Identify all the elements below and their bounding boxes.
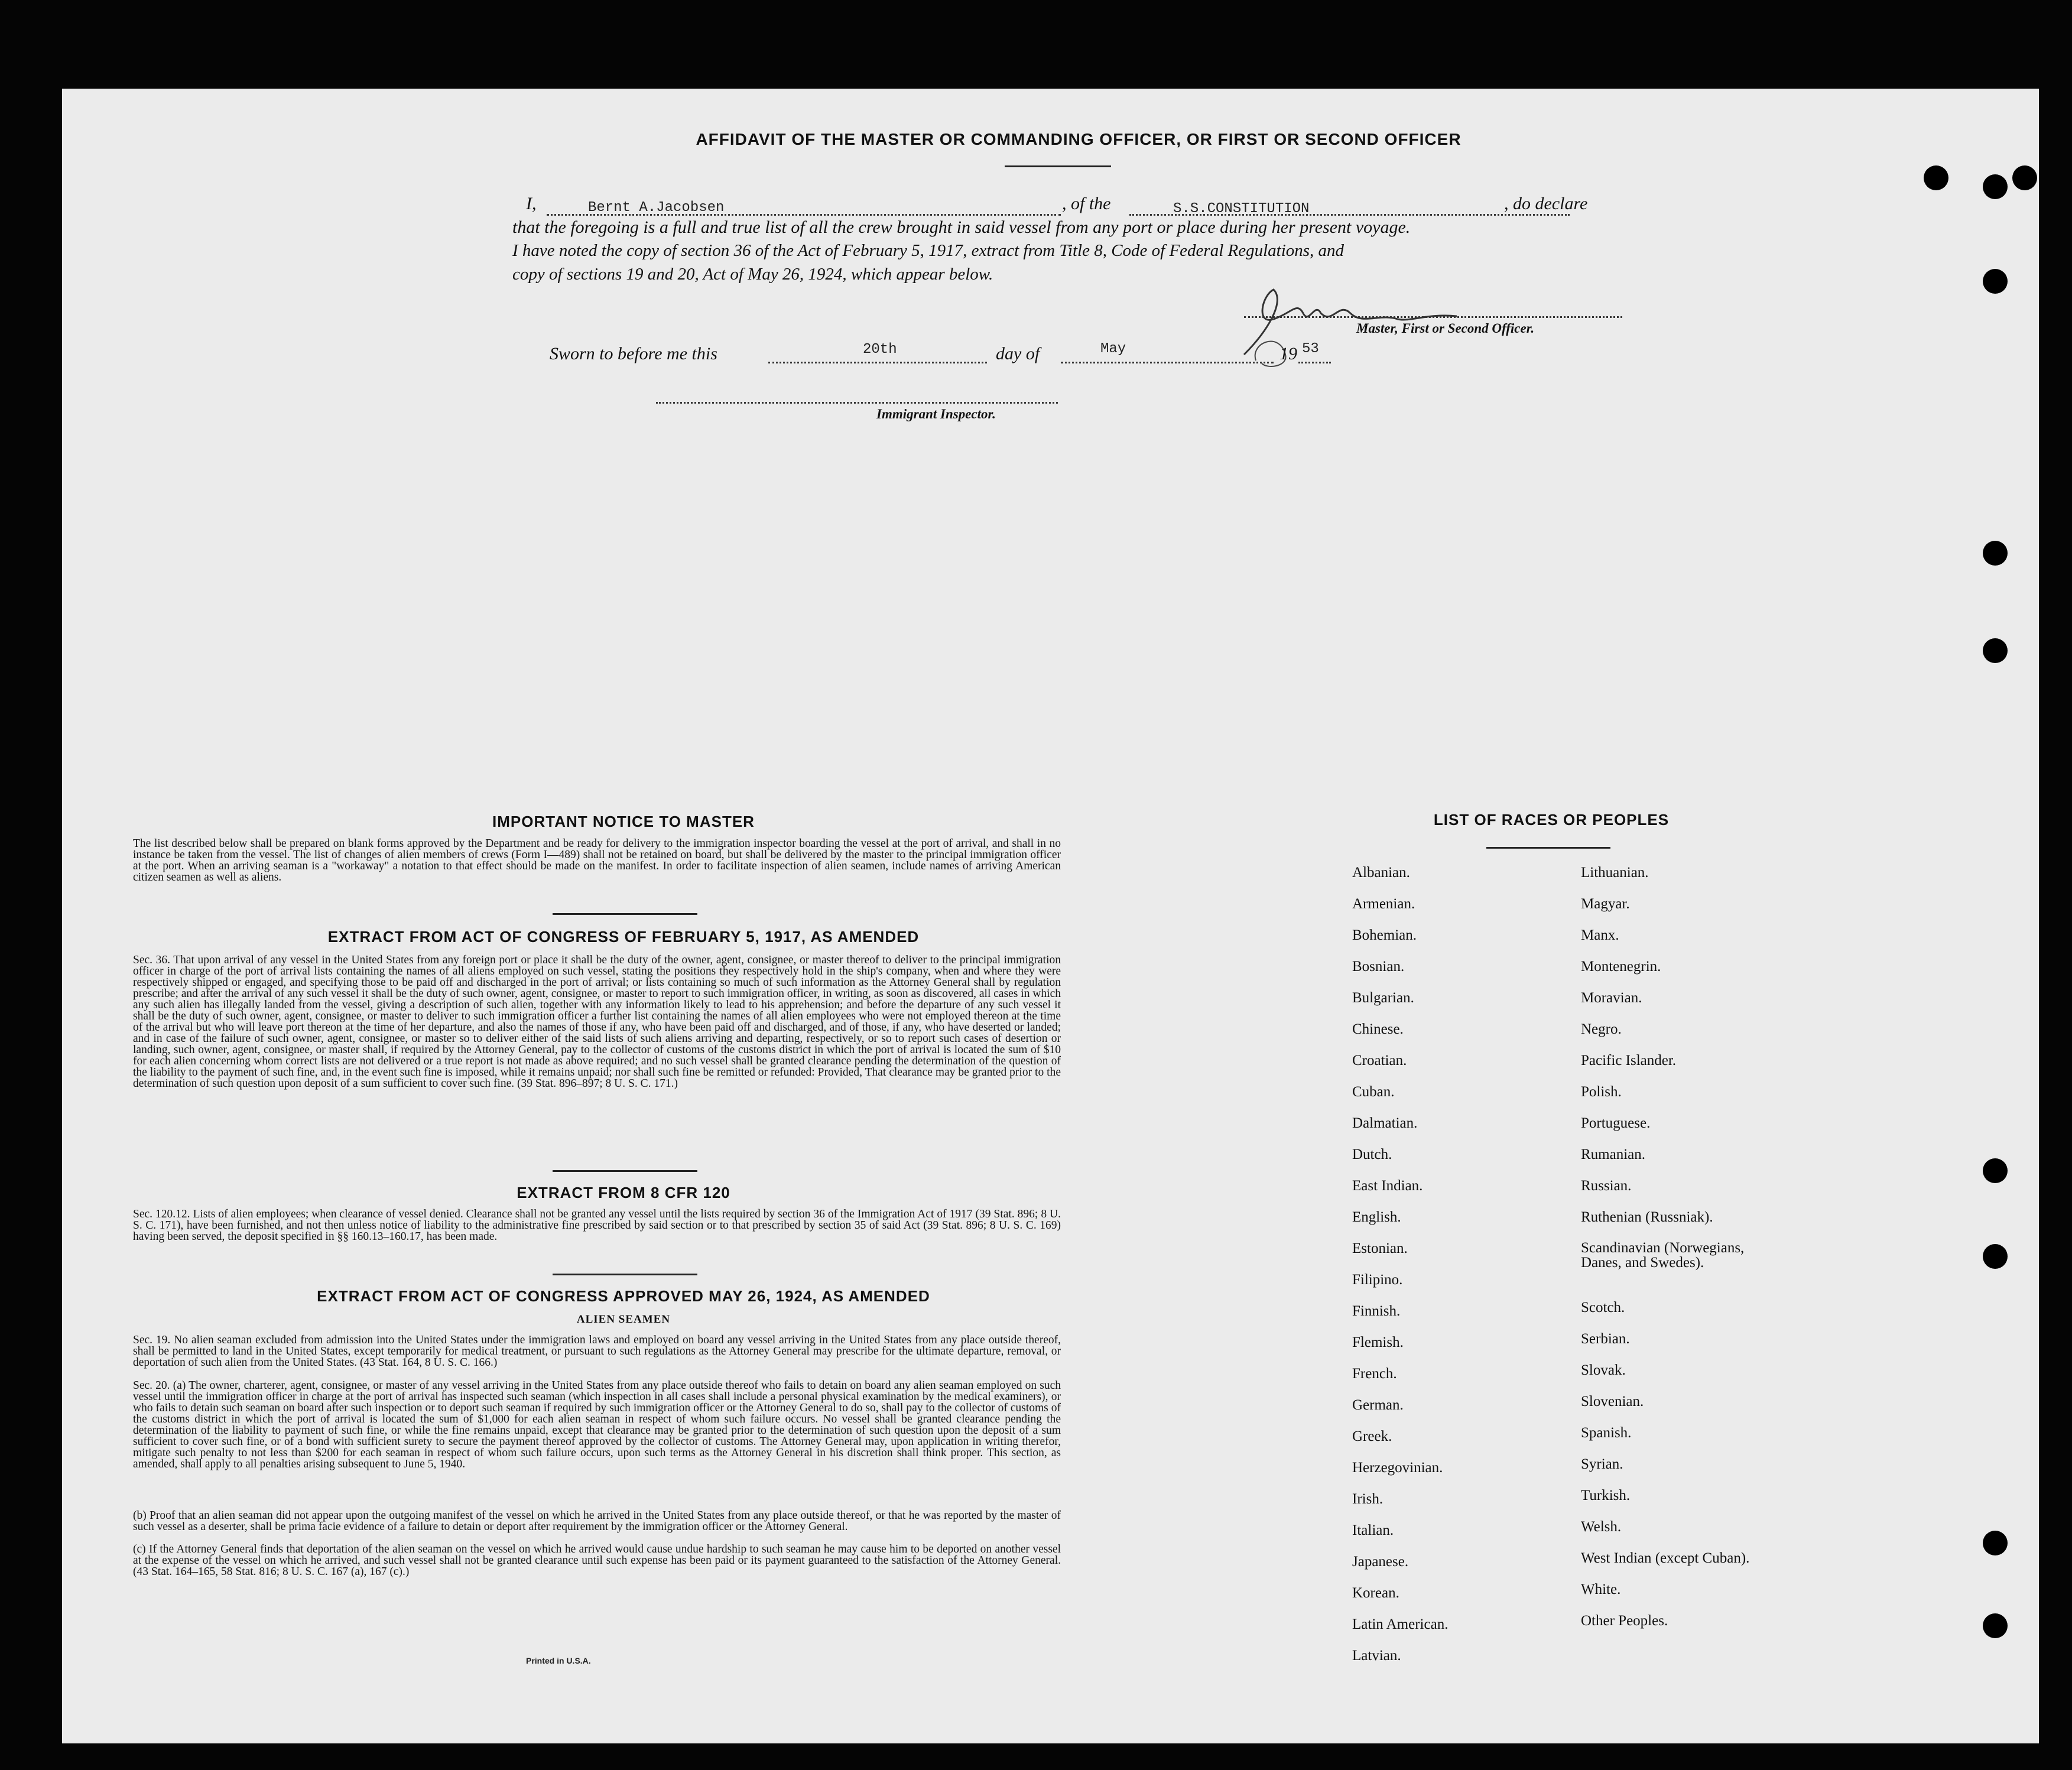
- race-item: Slovak.: [1581, 1362, 1626, 1378]
- declaration-line-2: that the foregoing is a full and true list of all the crew brought in said vessel from any port or place during her present voyage.: [512, 217, 1411, 237]
- sworn-year: 53: [1302, 341, 1319, 357]
- race-item: West Indian (except Cuban).: [1581, 1550, 1750, 1566]
- race-item: Dalmatian.: [1352, 1115, 1418, 1131]
- race-item: French.: [1352, 1366, 1397, 1382]
- race-item: Scotch.: [1581, 1300, 1625, 1316]
- punch-hole: [1983, 174, 2008, 199]
- race-item: Finnish.: [1352, 1303, 1401, 1319]
- extract-1917-title: EXTRACT FROM ACT OF CONGRESS OF FEBRUARY 5, 1917, AS AMENDED: [327, 928, 920, 946]
- race-item: Korean.: [1352, 1585, 1399, 1601]
- year-prefix: 19: [1279, 344, 1297, 363]
- divider: [553, 913, 697, 915]
- race-item: Flemish.: [1352, 1334, 1404, 1350]
- punch-hole: [1983, 1244, 2008, 1269]
- alien-seamen-subtitle: ALIEN SEAMEN: [576, 1313, 671, 1326]
- races-column-1: [1352, 865, 1448, 1679]
- declaration-line-3: I have noted the copy of section 36 of the Act of February 5, 1917, extract from Title 8, Code of Federal Regulations, and: [512, 241, 1344, 260]
- race-item: Manx.: [1581, 927, 1619, 943]
- divider: [1486, 847, 1610, 849]
- extract-cfr-title: EXTRACT FROM 8 CFR 120: [517, 1184, 730, 1201]
- races-title: LIST OF RACES OR PEOPLES: [1433, 811, 1670, 829]
- race-item: Croatian.: [1352, 1053, 1407, 1069]
- sec-19-text: Sec. 19. No alien seaman excluded from admission into the United States under the immigration laws and employed on board any vessel arriving in the United States from any place outside thereof, shall be permitted to land in the United States, except temporarily for medical treatment, or pursuant to such regulations as the Attorney General may prescribe for the ultimate departure, removal, or deportation of such alien from the United States. (43 Stat. 164, 8 U. S. C. 166.): [133, 1334, 1061, 1369]
- race-item: Bulgarian.: [1352, 990, 1414, 1006]
- race-item: Dutch.: [1352, 1147, 1392, 1162]
- race-item: Estonian.: [1352, 1240, 1408, 1256]
- race-item: Pacific Islander.: [1581, 1053, 1677, 1069]
- race-item: Italian.: [1352, 1522, 1394, 1538]
- race-item: White.: [1581, 1581, 1621, 1597]
- race-item: Ruthenian (Russniak).: [1581, 1209, 1713, 1225]
- divider: [553, 1170, 697, 1172]
- race-item: Chinese.: [1352, 1021, 1404, 1037]
- declaration-prefix: I,: [526, 194, 537, 213]
- sworn-month: May: [1100, 341, 1126, 357]
- race-item: Greek.: [1352, 1428, 1392, 1444]
- year-field-line: [1298, 362, 1331, 363]
- race-item: Other Peoples.: [1581, 1613, 1668, 1629]
- sec-20c-text: (c) If the Attorney General finds that deportation of the alien seaman on the vessel on which he arrived would cause undue hardship to such seaman he may cause him to be deported on another vessel at the expense of the vessel on which he arrived, and such vessel shall not be granted clearance until such expense has been paid or its payment guaranteed to the satisfaction of the Attorney General. (43 Stat. 164–165, 58 Stat. 816; 8 U. S. C. 167 (a), 167 (c).): [133, 1543, 1061, 1578]
- race-item: German.: [1352, 1397, 1404, 1413]
- race-item: Slovenian.: [1581, 1394, 1644, 1409]
- punch-hole: [1983, 541, 2008, 566]
- race-item: Japanese.: [1352, 1554, 1409, 1570]
- vessel-name: S.S.CONSTITUTION: [1173, 201, 1310, 217]
- sec-20a-text: Sec. 20. (a) The owner, charterer, agent, consignee, or master of any vessel arriving in the United States from any place outside thereof who fails to detain on board any alien seaman employed on such vessel until the immigration officer in charge at the port of arrival has inspected such seaman (which inspection in all cases shall include a personal physical examination by the medical examiners), or who fails to detain such seaman on board after such inspection or to deport such seaman if required by such immigration officer or the Attorney General to do so, shall pay to the collector of customs of the customs district in which the port of arrival is located the sum of $1,000 for each alien seaman in respect of whom such failure occurs. No vessel shall be granted clearance pending the determination of the liability to payment of such fine, or while the fine remains unpaid, except that clearance may be granted prior to the determination of such question upon the deposit of a sum sufficient to cover such fine, or of a bond with sufficient surety to secure the payment thereof approved by the collector of customs. The Attorney General may, upon application in writing therefor, mitigate such penalty to not less than $200 for each seaman in respect of whom such failure occurs, upon such terms as the Attorney General in his discretion shall think proper. This section, as amended, shall apply to all penalties arising subsequent to June 5, 1940.: [133, 1379, 1061, 1470]
- day-field-line: [768, 362, 987, 363]
- race-item: Irish.: [1352, 1491, 1384, 1507]
- race-item: Russian.: [1581, 1178, 1632, 1194]
- race-item: Serbian.: [1581, 1331, 1630, 1347]
- sworn-day: 20th: [863, 342, 897, 358]
- extract-1917-text: Sec. 36. That upon arrival of any vessel in the United States from any foreign port or place it shall be the duty of the owner, agent, consignee, or master thereof to deliver to the principal immigration officer in charge of the port of arrival lists containing the names of all aliens employed on such vessel, stating the positions they respectively hold in the ship's company, when and where they were respectively shipped or engaged, and specifying those to be paid off and discharged in the port of arrival; or lists containing so much of such information as the Attorney General shall by regulation prescribe; and after the arrival of any such vessel it shall be the duty of such owner, agent, consignee, or master to report to such immigration officer, in writing, as soon as discovered, all cases in which any such alien has illegally landed from the vessel, giving a description of such alien, together with any information likely to lead to his apprehension; and before the departure of any such vessel it shall be the duty of such owner, agent, consignee, or master to deliver to such immigration officer a further list containing the names of all alien employees who were not employed thereon at the time of the arrival but who will leave port thereon at the time of her departure, and also the names of those if any, who have been paid off and discharged, and of those, if any, who have deserted or landed; and in case of the failure of such owner, agent, consignee, or master so to deliver either of the said lists of such aliens arriving and departing, respectively, or so to report such cases of desertion or landing, such owner, agent, consignee, or master shall, if required by the Attorney General, pay to the collector of customs of the customs district in which the port of arrival is located the sum of $10 for each alien concerning whom correct lists are not delivered or a true report is not made as above required; and no such vessel shall be granted clearance pending the determination of the question of the liability to the payment of such fine, and, in the event such fine is imposed, while it remains unpaid; nor shall such fine be remitted or refunded: Provided, That clearance may be granted prior to the determination of such question upon deposit of a sum sufficient to cover such fine. (39 Stat. 896–897; 8 U. S. C. 171.): [133, 954, 1061, 1090]
- race-item: Filipino.: [1352, 1272, 1403, 1288]
- race-item: Albanian.: [1352, 865, 1410, 881]
- race-item: Rumanian.: [1581, 1147, 1646, 1162]
- races-column-2: [1581, 865, 1776, 1644]
- notice-text: The list described below shall be prepared on blank forms approved by the Department and be ready for delivery to the immigration inspector boarding the vessel at the port of arrival, and shall in no instance be taken from the vessel. The list of changes of alien members of crews (Form I—489) shall not be retained on board, but shall be delivered by the master to the principal immigration officer at the port. When an arriving seaman is a "workaway" a notation to that effect should be made on the manifest. In order to facilitate inspection of alien seamen, include names of arriving American citizen seamen as well as aliens.: [133, 837, 1061, 884]
- punch-hole: [1983, 638, 2008, 663]
- printed-in-usa: Printed in U.S.A.: [526, 1656, 591, 1665]
- race-item: Portuguese.: [1581, 1115, 1651, 1131]
- affidavit-title: AFFIDAVIT OF THE MASTER OR COMMANDING OFFICER, OR FIRST OR SECOND OFFICER: [696, 130, 1462, 148]
- inspector-field-line: [656, 402, 1058, 404]
- race-item: Polish.: [1581, 1084, 1622, 1100]
- race-item: Bohemian.: [1352, 927, 1417, 943]
- race-item: English.: [1352, 1209, 1401, 1225]
- punch-hole: [1983, 1158, 2008, 1183]
- race-item: Syrian.: [1581, 1456, 1623, 1472]
- sec-20b-text: (b) Proof that an alien seaman did not appear upon the outgoing manifest of the vessel on which he arrived in the United States from any place outside thereof, or that he was reported by the master of such vessel as a deserter, shall be prima facie evidence of a failure to detain or deport after requirement by the immigration officer or the Attorney General.: [133, 1509, 1061, 1533]
- race-item: Magyar.: [1581, 896, 1630, 912]
- race-item: Latvian.: [1352, 1648, 1401, 1664]
- race-item: Latin American.: [1352, 1616, 1449, 1632]
- declaration-line-4: copy of sections 19 and 20, Act of May 26, 1924, which appear below.: [512, 265, 993, 284]
- punch-hole: [1924, 165, 1948, 190]
- inspector-caption: Immigrant Inspector.: [876, 407, 996, 421]
- race-item: Herzegovinian.: [1352, 1460, 1443, 1476]
- sworn-prefix: Sworn to before me this: [550, 344, 717, 363]
- notice-title: IMPORTANT NOTICE TO MASTER: [492, 813, 755, 830]
- race-item: Moravian.: [1581, 990, 1642, 1006]
- declare-suffix: , do declare: [1504, 194, 1588, 213]
- extract-cfr-text: Sec. 120.12. Lists of alien employees; when clearance of vessel denied. Clearance shall not be granted any vessel until the lists required by section 36 of the Immigration Act of 1917 (39 Stat. 896; 8 U. S. C. 171), have been furnished, and not then unless notice of liability to the administrative fine prescribed by said section or to that prescribed by section 35 of said Act (39 Stat. 896; 8 U. S. C. 169) having been served, the deposit specified in §§ 160.13–160.17, has been made.: [133, 1208, 1061, 1243]
- race-item: Welsh.: [1581, 1519, 1622, 1535]
- divider: [553, 1274, 697, 1275]
- race-item: Armenian.: [1352, 896, 1415, 912]
- punch-hole: [2012, 165, 2037, 190]
- signature-caption: Master, First or Second Officer.: [1356, 321, 1535, 336]
- race-item: Lithuanian.: [1581, 865, 1649, 881]
- month-field-line: [1061, 362, 1274, 363]
- race-item: Spanish.: [1581, 1425, 1632, 1441]
- day-of-label: day of: [996, 344, 1040, 363]
- race-item: East Indian.: [1352, 1178, 1423, 1194]
- punch-hole: [1983, 1531, 2008, 1555]
- race-item: Negro.: [1581, 1021, 1622, 1037]
- extract-1924-title: EXTRACT FROM ACT OF CONGRESS APPROVED MAY 26, 1924, AS AMENDED: [317, 1287, 930, 1305]
- divider: [1005, 165, 1111, 167]
- signature-field-line: [1244, 316, 1622, 318]
- race-item: Cuban.: [1352, 1084, 1395, 1100]
- punch-hole: [1983, 1613, 2008, 1638]
- master-name: Bernt A.Jacobsen: [588, 200, 725, 216]
- of-the-label: , of the: [1062, 194, 1111, 213]
- race-item: Scandinavian (Norwegians, Danes, and Swedes).: [1581, 1240, 1745, 1271]
- document-sheet: [62, 89, 2039, 1743]
- race-item: Turkish.: [1581, 1488, 1631, 1503]
- race-item: Bosnian.: [1352, 959, 1405, 975]
- punch-hole: [1983, 269, 2008, 294]
- race-item: Montenegrin.: [1581, 959, 1661, 975]
